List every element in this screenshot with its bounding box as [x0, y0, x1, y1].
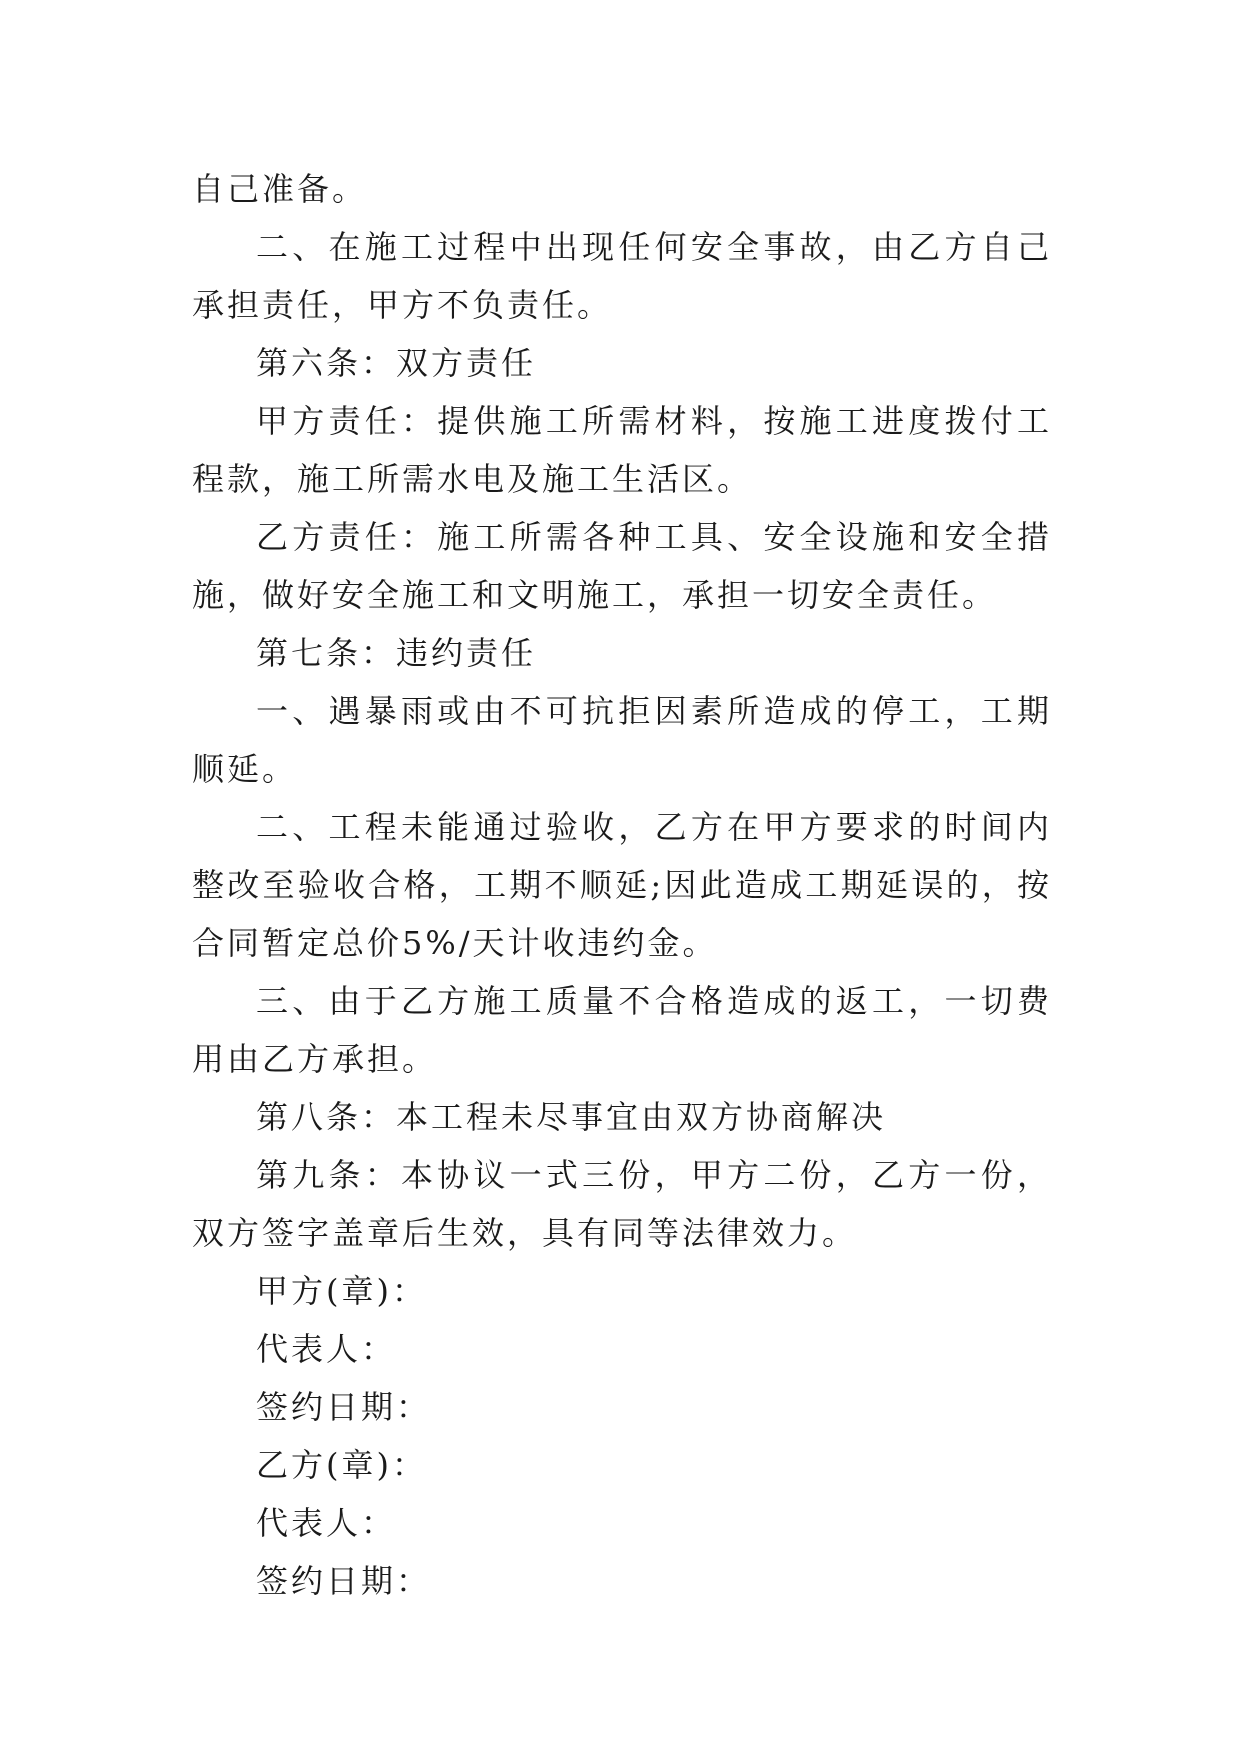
- paragraph-clause-2: 二、在施工过程中出现任何安全事故，由乙方自己承担责任，甲方不负责任。: [192, 228, 1052, 324]
- signature-party-a-representative: 代表人：: [256, 1330, 397, 1368]
- paragraph-continuation: 自己准备。: [192, 170, 368, 208]
- paragraph-party-b-duty: 乙方责任：施工所需各种工具、安全设施和安全措施，做好安全施工和文明施工，承担一切安全责任。: [192, 518, 1052, 614]
- heading-article-8: 第八条：本工程未尽事宜由双方协商解决: [256, 1098, 887, 1136]
- heading-article-7: 第七条：违约责任: [256, 634, 537, 672]
- signature-party-b-representative: 代表人：: [256, 1504, 397, 1542]
- signature-party-b-seal: 乙方(章)：: [256, 1446, 427, 1484]
- heading-article-6: 第六条：双方责任: [256, 344, 537, 382]
- signature-party-a-date: 签约日期：: [256, 1388, 432, 1426]
- paragraph-article-9: 第九条：本协议一式三份，甲方二份，乙方一份，双方签字盖章后生效，具有同等法律效力。: [192, 1156, 1052, 1252]
- paragraph-breach-3: 三、由于乙方施工质量不合格造成的返工，一切费用由乙方承担。: [192, 982, 1052, 1078]
- document-body: [192, 160, 1052, 1610]
- paragraph-breach-1: 一、遇暴雨或由不可抗拒因素所造成的停工，工期顺延。: [192, 692, 1052, 788]
- signature-party-a-seal: 甲方(章)：: [256, 1272, 427, 1310]
- paragraph-breach-2: 二、工程未能通过验收，乙方在甲方要求的时间内整改至验收合格，工期不顺延;因此造成工期延误的，按合同暂定总价5%/天计收违约金。: [192, 808, 1052, 962]
- paragraph-party-a-duty: 甲方责任：提供施工所需材料，按施工进度拨付工程款，施工所需水电及施工生活区。: [192, 402, 1052, 498]
- signature-party-b-date: 签约日期：: [256, 1562, 432, 1600]
